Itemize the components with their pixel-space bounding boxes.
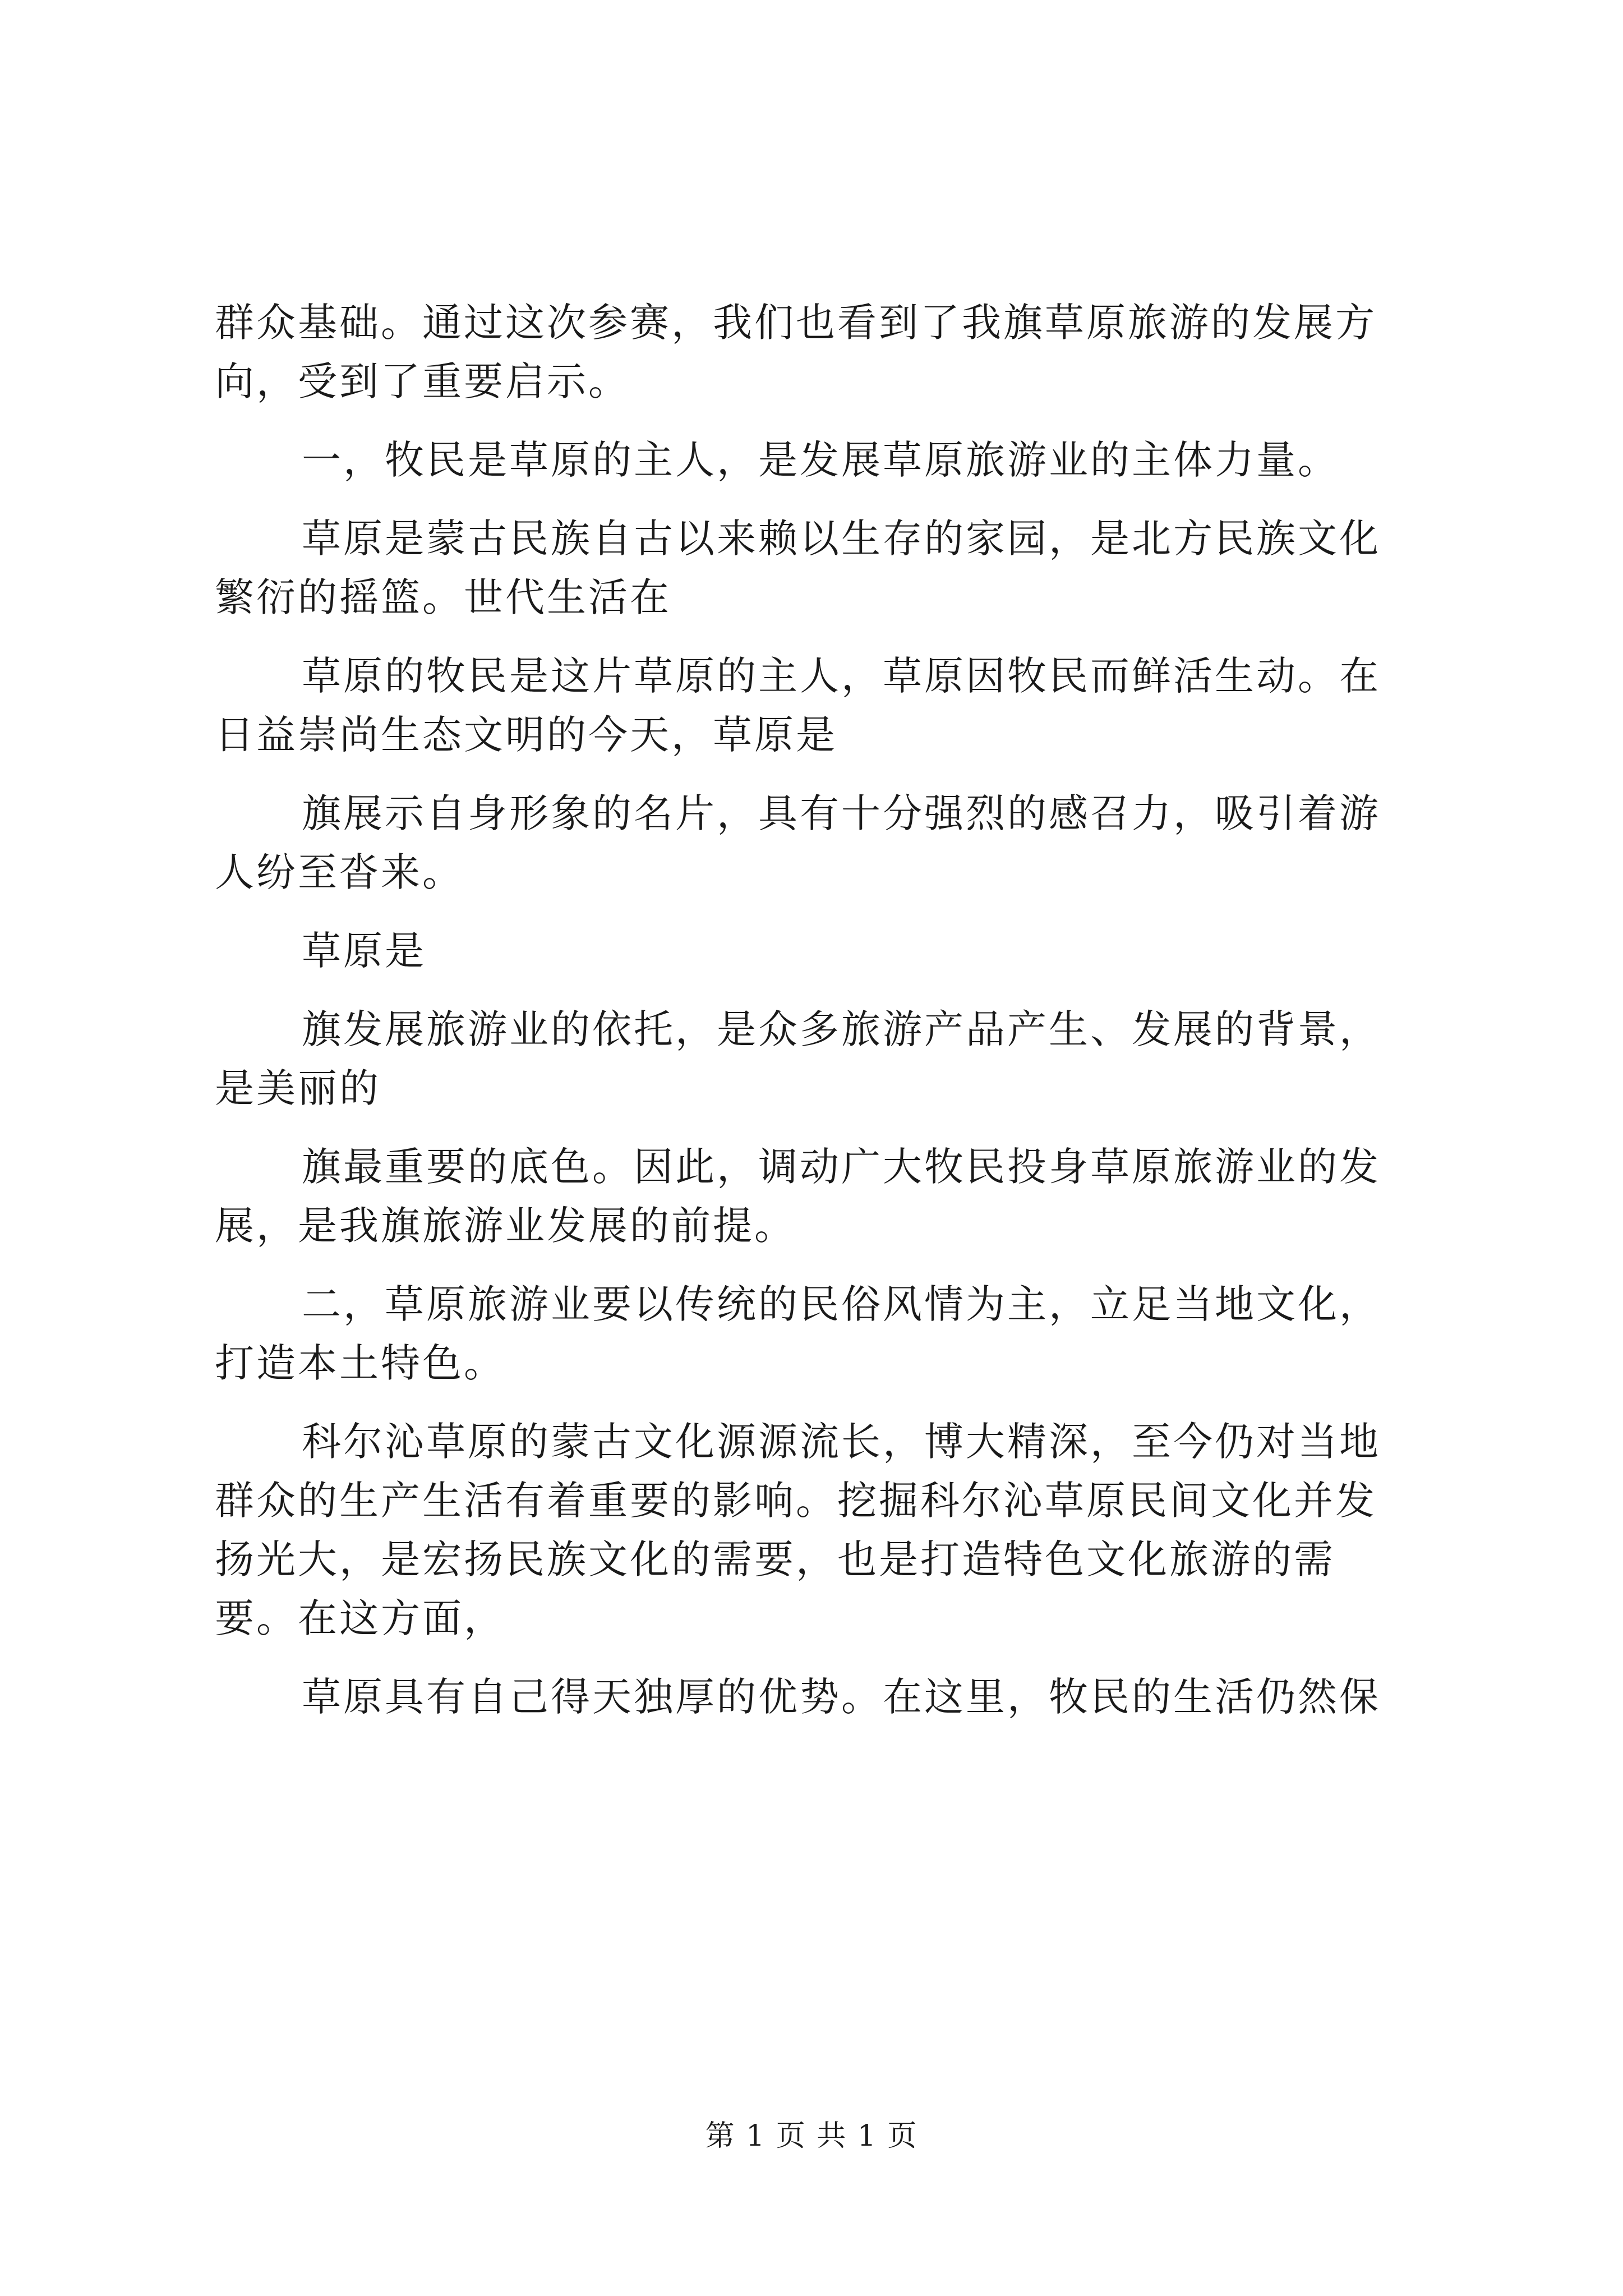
body-paragraph: 草原的牧民是这片草原的主人，草原因牧民而鲜活生动。在日益崇尚生态文明的今天，草原是 — [215, 653, 1381, 758]
body-paragraph: 旗发展旅游业的依托，是众多旅游产品产生、发展的背景，是美丽的 — [215, 1006, 1381, 1111]
body-paragraph: 草原具有自己得天独厚的优势。在这里，牧民的生活仍然保 — [302, 1674, 1381, 1720]
body-paragraph: 群众基础。通过这次参赛，我们也看到了我旗草原旅游的发展方向，受到了重要启示。 — [215, 300, 1377, 404]
body-paragraph: 二，草原旅游业要以传统的民俗风情为主，立足当地文化，打造本土特色。 — [215, 1281, 1381, 1386]
page-footer: 第 1 页 共 1 页 — [705, 2119, 918, 2153]
body-paragraph: 草原是 — [302, 928, 426, 974]
body-paragraph: 科尔沁草原的蒙古文化源源流长，博大精深，至今仍对当地群众的生产生活有着重要的影响。挖掘科尔沁草原民间文化并发扬光大，是宏扬民族文化的需要，也是打造特色文化旅游的需要。在这方面， — [215, 1419, 1381, 1641]
body-paragraph: 旗展示自身形象的名片，具有十分强烈的感召力，吸引着游人纷至沓来。 — [215, 790, 1381, 895]
body-paragraph: 一，牧民是草原的主人，是发展草原旅游业的主体力量。 — [302, 437, 1339, 483]
body-paragraph: 旗最重要的底色。因此，调动广大牧民投身草原旅游业的发展，是我旗旅游业发展的前提。 — [215, 1144, 1381, 1249]
document-body — [215, 293, 1415, 1746]
body-paragraph: 草原是蒙古民族自古以来赖以生存的家园，是北方民族文化繁衍的摇篮。世代生活在 — [215, 516, 1381, 620]
